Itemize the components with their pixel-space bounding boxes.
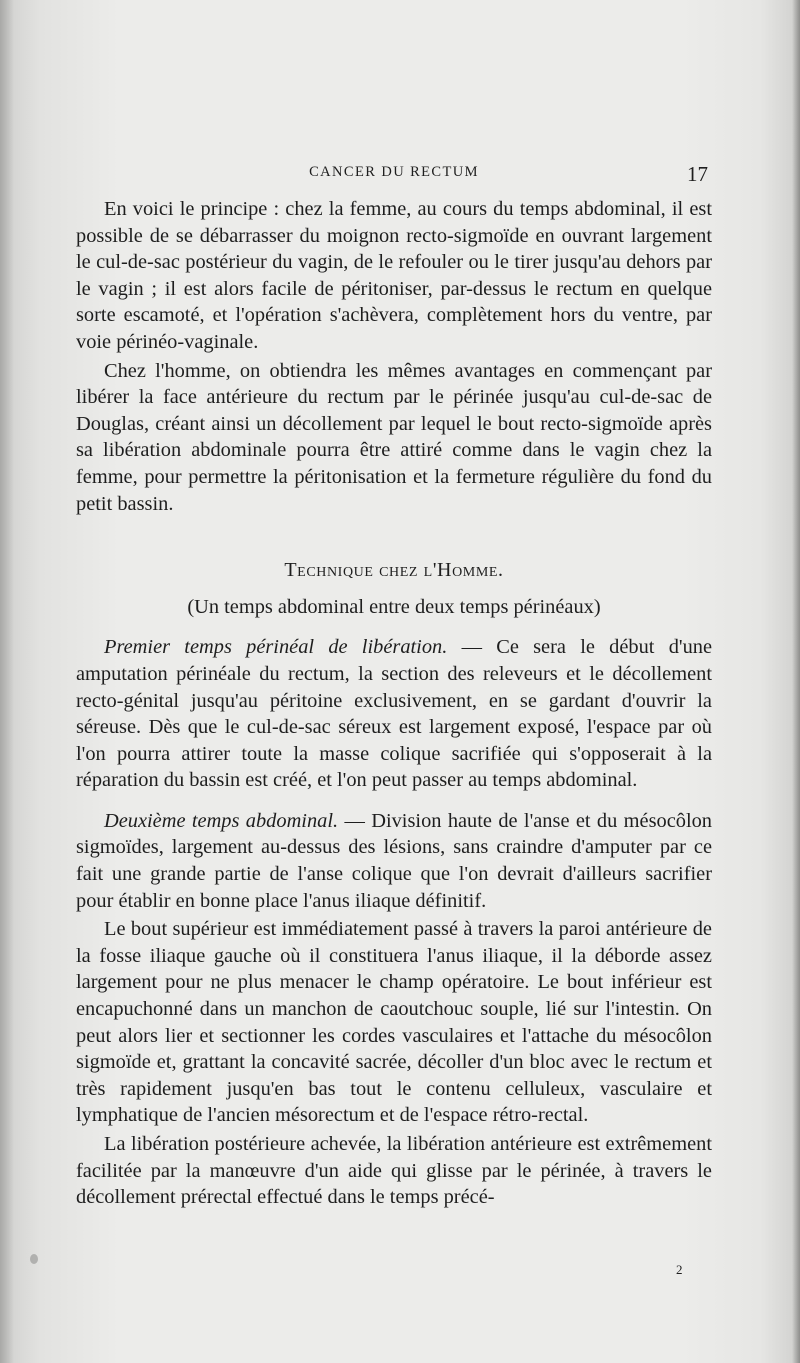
body-text — [76, 196, 712, 1211]
step-deuxieme-text: — Division haute de l'anse et du mésocôlon sigmoïdes, largement au-dessus des lésions, sans craindre d'amputer par ce fait une grande partie de l'anse colique que l'on devrait d'ailleurs sacrifier pour établir en bonne place l'anus iliaque définitif. — [76, 809, 712, 912]
paragraph-bout-superieur: Le bout supérieur est immédiatement passé à travers la paroi antérieure de la fosse iliaque gauche où il constituera l'anus iliaque, il la déborde assez largement pour ne plus menacer le champ opératoire. Le bout inférieur est encapuchonné dans un manchon de caoutchouc souple, lié sur l'intestin. On peut alors lier et sectionner les cordes vasculaires et l'attache du mésocôlon sigmoïde et, grattant la concavité sacrée, décoller d'un bloc avec le rectum et très rapidement jusqu'en bas tout le contenu celluleux, vasculaire et lymphatique de l'ancien mésorectum et de l'espace rétro-rectal. — [76, 918, 712, 1127]
step-premier-text: — Ce sera le début d'une amputation périnéale du rectum, la section des releveurs et le décollement recto-génital jusqu'au péritoine exclusivement, en se gardant d'ouvrir la séreuse. Dès que le cul-de-sac séreux est largement exposé, l'espace par où l'on pourra attirer toute la masse colique sacrifiée qui s'opposerait à la réparation du bassin est créé, et l'on peut passer au temps abdominal. — [76, 636, 713, 792]
page-shadow-left — [0, 0, 14, 1363]
page-shadow-right — [792, 0, 800, 1363]
section-subheading: (Un temps abdominal entre deux temps périnéaux) — [187, 595, 601, 618]
running-title: CANCER DU RECTUM — [309, 164, 479, 180]
paragraph-homme: Chez l'homme, on obtiendra les mêmes avantages en commençant par libérer la face antérieure du rectum par le périnée jusqu'au cul-de-sac de Douglas, créant ainsi un décollement par lequel le bout recto-sigmoïde après sa libération abdominale pourra être attiré comme dans le vagin chez la femme, pour permettre la péritonisation et la fermeture régulière du fond du petit bassin. — [76, 359, 712, 515]
paragraph-liberation: La libération postérieure achevée, la libération antérieure est extrêmement facilitée par la manœuvre d'un aide qui glisse par le périnée, à travers le décollement prérectal effectué dans le temps précé- — [76, 1133, 712, 1209]
signature-mark: 2 — [676, 1262, 683, 1277]
running-head — [76, 162, 712, 192]
section-heading: Technique chez l'Homme. — [284, 559, 504, 582]
paragraph-principle: En voici le principe : chez la femme, au cours du temps abdominal, il est possible de se débarrasser du moignon recto-sigmoïde en ouvrant largement le cul-de-sac postérieur du vagin, de le refouler ou le tirer jusqu'au dehors par le vagin ; il est alors facile de péritoniser, par-dessus le rectum en quelque sorte escamoté, et l'opération s'achèvera, complètement hors du ventre, par voie périnéo-vaginale. — [76, 198, 712, 353]
paper-stain — [30, 1254, 38, 1264]
step-deuxieme-temps — [76, 808, 712, 914]
page-number: 17 — [687, 162, 708, 186]
step-premier-title: Premier temps périnéal de libération. — [104, 636, 448, 659]
step-deuxieme-title: Deuxième temps abdominal. — [104, 809, 339, 832]
step-premier-temps — [76, 634, 712, 794]
